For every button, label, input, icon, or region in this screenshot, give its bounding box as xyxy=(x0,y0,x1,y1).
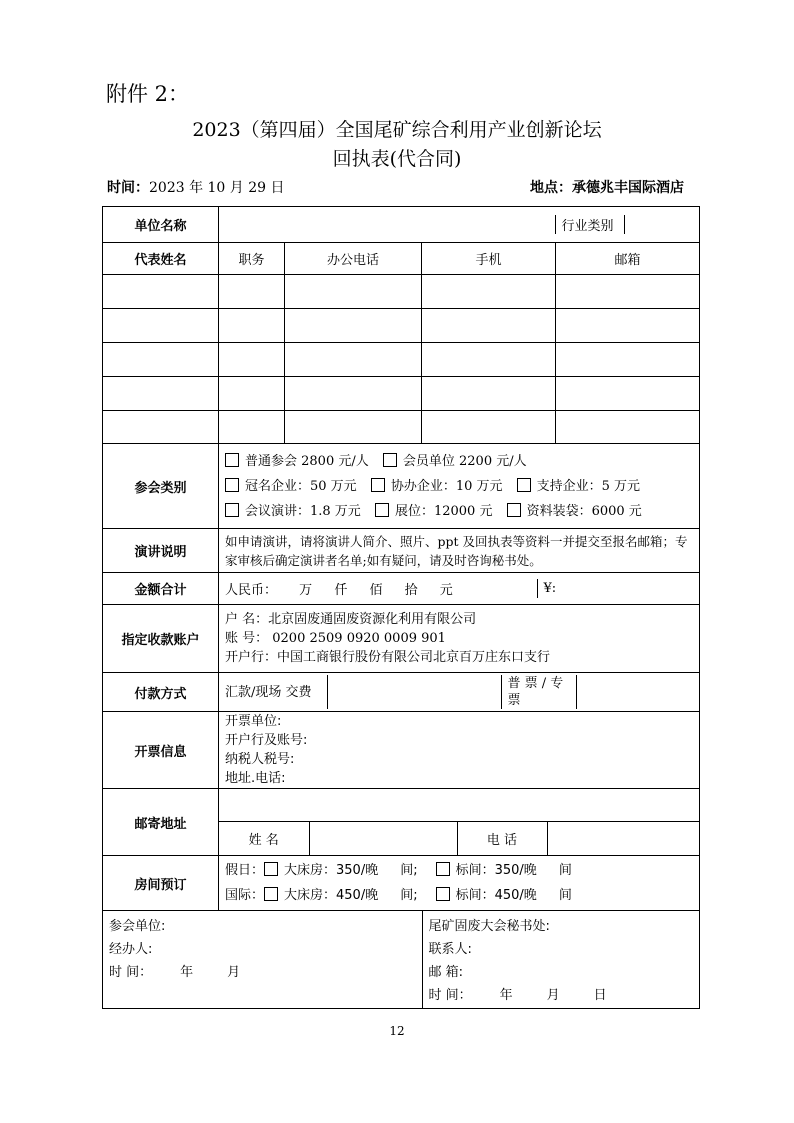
unit-name-row xyxy=(219,207,700,243)
secretariat-contact: 联系人: xyxy=(428,942,472,957)
rep-row xyxy=(103,343,700,377)
amount-row xyxy=(219,573,700,605)
option-member: 会员单位 2200 元/人 xyxy=(402,453,527,469)
checkbox[interactable] xyxy=(375,503,389,517)
invoice-unit[interactable]: 开票单位: xyxy=(225,714,282,729)
rep-name-cell[interactable] xyxy=(103,275,219,309)
rep-name-cell[interactable] xyxy=(103,377,219,411)
room-holiday-standard: 标间：350/晚 xyxy=(455,863,537,878)
rep-mobile-cell[interactable] xyxy=(422,377,556,411)
secretariat-day: 日 xyxy=(593,988,607,1003)
amount-rmb-field[interactable] xyxy=(219,579,537,598)
rep-mobile-cell[interactable] xyxy=(422,343,556,377)
industry-label: 行业类别 xyxy=(555,215,624,234)
invoice-type-field[interactable] xyxy=(576,675,699,709)
category-label: 参会类别 xyxy=(103,444,219,529)
mail-row xyxy=(219,789,700,856)
checkbox[interactable] xyxy=(507,503,521,517)
room-label: 房间预订 xyxy=(103,856,219,911)
invoice-info xyxy=(219,712,700,789)
mail-label: 邮寄地址 xyxy=(103,789,219,856)
mail-address-field[interactable] xyxy=(219,789,699,822)
payment-field[interactable] xyxy=(327,675,501,709)
option-bag-insert: 资料装袋：6000 元 xyxy=(526,503,642,519)
checkbox[interactable] xyxy=(371,478,385,492)
speech-text: 如申请演讲，请将演讲人简介、照片、ppt 及回执表等资料一并提交至报名邮箱；专家审核后确定演讲者名单;如有疑问，请及时咨询秘书处。 xyxy=(219,529,700,573)
rep-office-cell[interactable] xyxy=(285,411,422,444)
amount-yen-label: ¥: xyxy=(543,581,557,596)
room-holiday-big-bed: 大床房：350/晚 xyxy=(284,863,379,878)
rep-row xyxy=(103,309,700,343)
rep-position-cell[interactable] xyxy=(219,309,285,343)
unit-shi: 拾 xyxy=(404,583,418,598)
option-booth: 展位：12000 元 xyxy=(394,503,493,519)
mail-phone-field[interactable] xyxy=(547,822,699,855)
room-night-unit: 间; xyxy=(400,888,418,903)
rep-mobile-cell[interactable] xyxy=(422,309,556,343)
account-name: 户 名：北京固废通固废资源化利用有限公司 xyxy=(225,612,477,627)
doc-title: 2023（第四届）全国尾矿综合利用产业创新论坛 xyxy=(192,119,602,141)
col-mobile: 手机 xyxy=(422,243,556,275)
unit-qian: 仟 xyxy=(334,583,348,598)
rep-position-cell[interactable] xyxy=(219,275,285,309)
page-number: 12 xyxy=(389,1024,405,1038)
participant-time-label: 时 间： xyxy=(109,965,153,980)
unit-name-field[interactable] xyxy=(219,215,555,234)
participant-year: 年 xyxy=(180,965,194,980)
participant-unit: 参会单位: xyxy=(109,919,166,934)
checkbox[interactable] xyxy=(383,453,397,467)
speech-label: 演讲说明 xyxy=(103,529,219,573)
room-options xyxy=(219,856,700,911)
doc-subtitle: 回执表(代合同) xyxy=(332,148,462,170)
col-position: 职务 xyxy=(219,243,285,275)
payment-label: 付款方式 xyxy=(103,673,219,712)
rep-office-cell[interactable] xyxy=(285,309,422,343)
account-info xyxy=(219,605,700,673)
checkbox[interactable] xyxy=(436,862,450,876)
rep-name-cell[interactable] xyxy=(103,309,219,343)
rep-row xyxy=(103,377,700,411)
rep-mobile-cell[interactable] xyxy=(422,411,556,444)
secretariat-year: 年 xyxy=(499,988,513,1003)
option-regular: 普通参会 2800 元/人 xyxy=(245,453,369,469)
mail-phone-label: 电 话 xyxy=(457,822,547,855)
checkbox[interactable] xyxy=(264,862,278,876)
rep-name-cell[interactable] xyxy=(103,343,219,377)
rep-row xyxy=(103,275,700,309)
mail-name-field[interactable] xyxy=(309,822,457,855)
rep-position-cell[interactable] xyxy=(219,377,285,411)
invoice-type: 普 票 / 专 票 xyxy=(501,675,576,709)
option-speech: 会议演讲：1.8 万元 xyxy=(245,503,361,519)
checkbox[interactable] xyxy=(225,453,239,467)
col-office-phone: 办公电话 xyxy=(285,243,422,275)
amount-yen-field[interactable] xyxy=(537,579,699,598)
option-title-sponsor: 冠名企业：50 万元 xyxy=(245,478,357,494)
invoice-bank[interactable]: 开户行及账号: xyxy=(225,733,308,748)
room-night-unit: 间 xyxy=(558,863,572,878)
checkbox[interactable] xyxy=(225,478,239,492)
rep-office-cell[interactable] xyxy=(285,275,422,309)
invoice-tax-id[interactable]: 纳税人税号: xyxy=(225,752,295,767)
time-label: 时间： xyxy=(107,180,149,196)
amount-rmb-label: 人民币： xyxy=(225,583,278,598)
col-email: 邮箱 xyxy=(556,243,700,275)
unit-bai: 佰 xyxy=(369,583,383,598)
room-holiday-label: 假日： xyxy=(225,863,265,878)
rep-email-cell[interactable] xyxy=(556,377,700,411)
room-night-unit: 间 xyxy=(558,888,572,903)
payment-method: 汇款/现场 交费 xyxy=(225,684,312,700)
account-label: 指定收款账户 xyxy=(103,605,219,673)
account-number: 账 号： 0200 2509 0920 0009 901 xyxy=(225,631,446,646)
mail-name-label: 姓 名 xyxy=(248,833,279,848)
payment-row xyxy=(219,673,700,712)
option-supporter: 支持企业：5 万元 xyxy=(536,478,641,494)
industry-field[interactable] xyxy=(624,215,699,234)
checkbox[interactable] xyxy=(264,887,278,901)
rep-mobile-cell[interactable] xyxy=(422,275,556,309)
category-options xyxy=(219,444,700,529)
attachment-label: 附件 2： xyxy=(106,82,190,106)
event-place: 地点：承德兆丰国际酒店 xyxy=(530,180,684,196)
rep-email-cell[interactable] xyxy=(556,343,700,377)
unit-name-label: 单位名称 xyxy=(103,207,219,243)
rep-email-cell[interactable] xyxy=(556,411,700,444)
checkbox[interactable] xyxy=(436,887,450,901)
rep-row xyxy=(103,411,700,444)
rep-office-cell[interactable] xyxy=(285,343,422,377)
room-intl-label: 国际： xyxy=(225,888,265,903)
invoice-address-phone[interactable]: 地址.电话: xyxy=(225,771,286,786)
secretariat-office: 尾矿固废大会秘书处: xyxy=(428,919,550,934)
rep-office-cell[interactable] xyxy=(285,377,422,411)
time-value: 2023 年 10 月 29 日 xyxy=(149,180,285,196)
secretariat-month: 月 xyxy=(546,988,560,1003)
checkbox[interactable] xyxy=(517,478,531,492)
rep-position-cell[interactable] xyxy=(219,343,285,377)
amount-label: 金额合计 xyxy=(103,573,219,605)
secretariat-time-label: 时 间： xyxy=(428,988,472,1003)
option-co-organizer: 协办企业：10 万元 xyxy=(390,478,503,494)
invoice-label: 开票信息 xyxy=(103,712,219,789)
event-time xyxy=(107,177,285,197)
account-bank: 开户行：中国工商银行股份有限公司北京百万庄东口支行 xyxy=(225,650,551,665)
rep-email-cell[interactable] xyxy=(556,275,700,309)
room-intl-big-bed: 大床房：450/晚 xyxy=(284,888,379,903)
unit-wan: 万 xyxy=(299,583,313,598)
rep-name-label: 代表姓名 xyxy=(103,243,219,275)
registration-form xyxy=(102,206,700,1009)
participant-signature xyxy=(103,911,422,1008)
signature-row xyxy=(103,911,700,1009)
checkbox[interactable] xyxy=(225,503,239,517)
unit-yuan: 元 xyxy=(439,583,453,598)
rep-name-cell[interactable] xyxy=(103,411,219,444)
rep-position-cell[interactable] xyxy=(219,411,285,444)
participant-month: 月 xyxy=(227,965,241,980)
rep-email-cell[interactable] xyxy=(556,309,700,343)
secretariat-signature xyxy=(422,911,699,1008)
room-intl-standard: 标间：450/晚 xyxy=(455,888,537,903)
secretariat-email: 邮 箱: xyxy=(428,965,464,980)
participant-handler: 经办人: xyxy=(109,942,153,957)
room-night-unit: 间; xyxy=(400,863,418,878)
